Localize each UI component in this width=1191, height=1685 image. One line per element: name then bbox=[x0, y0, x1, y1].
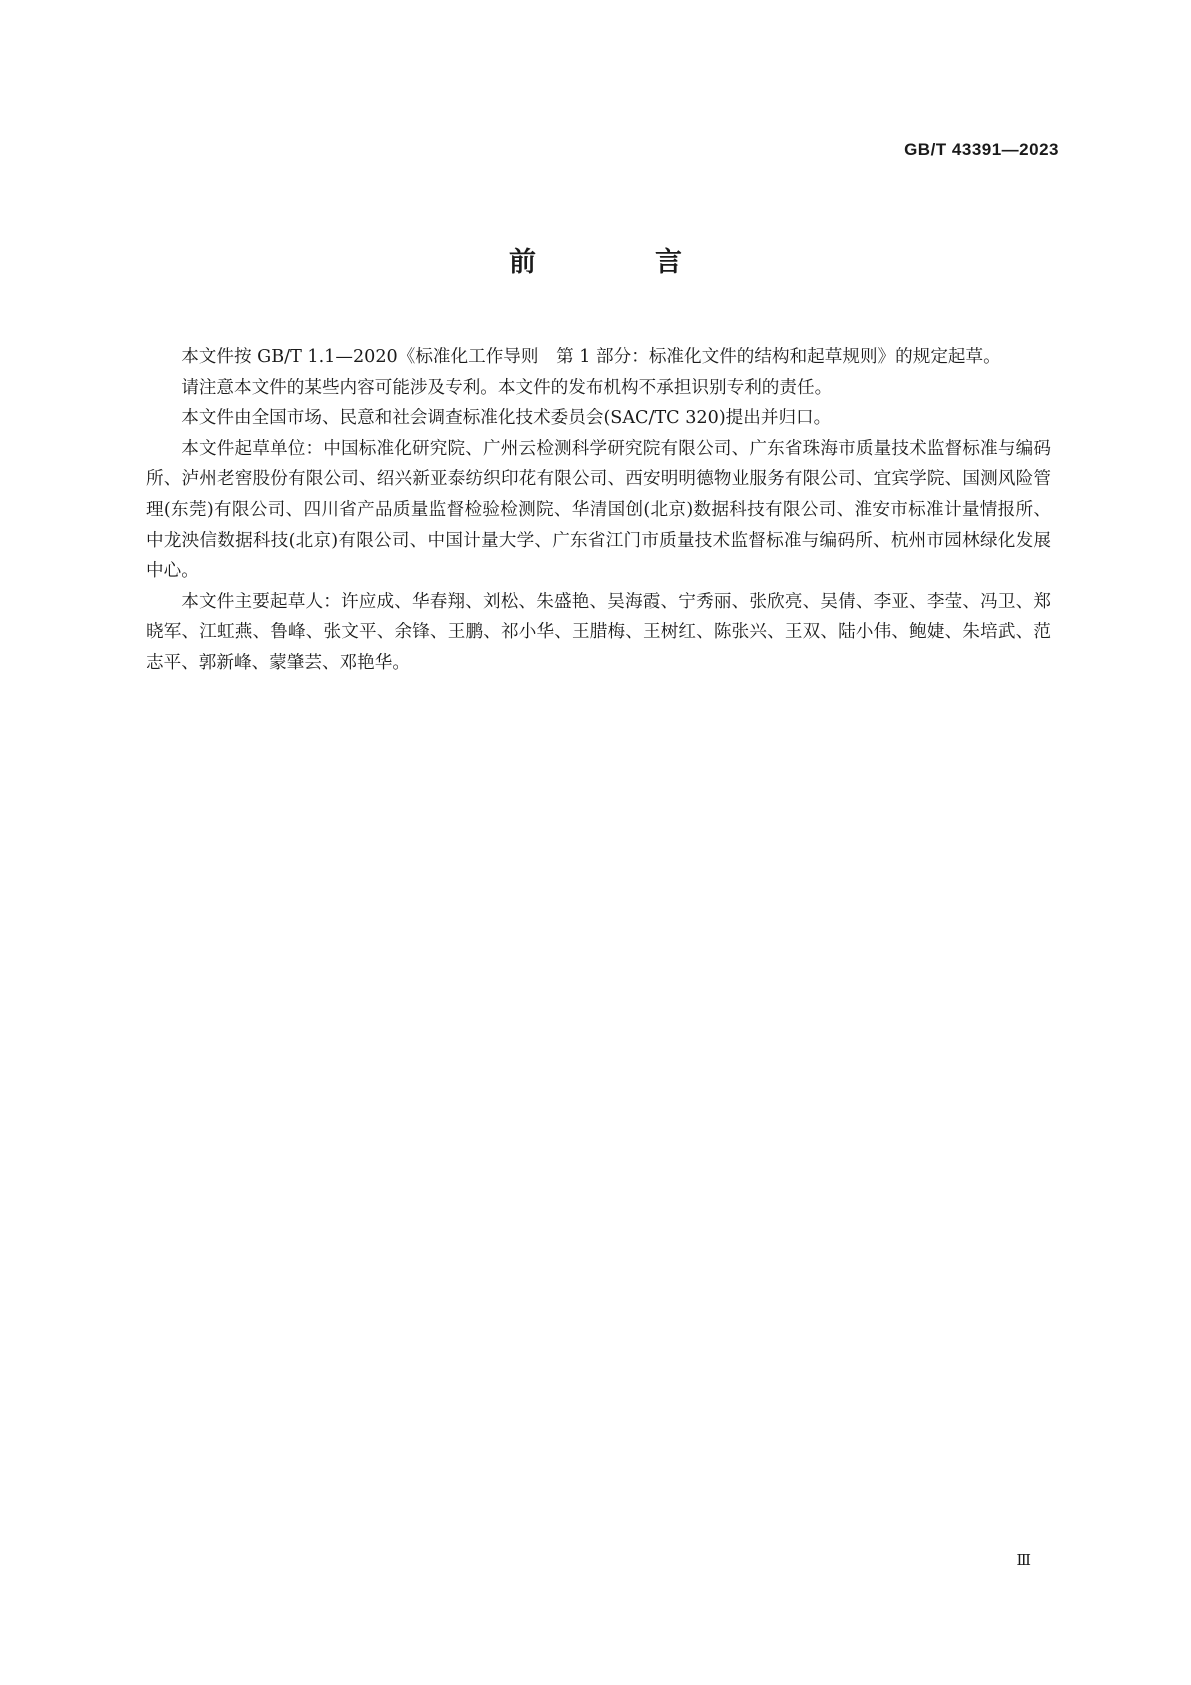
paragraph-drafters: 本文件主要起草人：许应成、华春翔、刘松、朱盛艳、吴海霞、宁秀丽、张欣亮、吴倩、李亚、李莹、冯卫、郑晓军、江虹燕、鲁峰、张文平、余锋、王鹏、祁小华、王腊梅、王树红、陈张兴、王双、陆小伟、鲍婕、朱培武、范志平、郭新峰、蒙肇芸、邓艳华。 bbox=[146, 591, 1051, 673]
paragraph-patent-notice: 请注意本文件的某些内容可能涉及专利。本文件的发布机构不承担识别专利的责任。 bbox=[181, 377, 833, 398]
standard-number: GB/T 43391—2023 bbox=[904, 140, 1059, 159]
paragraph-drafting-rules: 本文件按 GB/T 1.1—2020《标准化工作导则 第 1 部分：标准化文件的结构和起草规则》的规定起草。 bbox=[181, 347, 1001, 367]
paragraph-drafting-units: 本文件起草单位：中国标准化研究院、广州云检测科学研究院有限公司、广东省珠海市质量技术监督标准与编码所、泸州老窖股份有限公司、绍兴新亚泰纺织印花有限公司、西安明明德物业服务有限公司、宜宾学院、国测风险管理(东莞)有限公司、四川省产品质量监督检验检测院、华清国创(北京)数据科技有限公司、淮安市标准计量情报所、中龙泱信数据科技(北京)有限公司、中国计量大学、广东省江门市质量技术监督标准与编码所、杭州市园林绿化发展中心。 bbox=[146, 438, 1051, 582]
foreword-body bbox=[146, 342, 1051, 679]
page-number: Ⅲ bbox=[1016, 1551, 1031, 1569]
paragraph-proposer: 本文件由全国市场、民意和社会调查标准化技术委员会(SAC/TC 320)提出并归口。 bbox=[181, 408, 832, 429]
section-title-foreword: 前 言 bbox=[509, 247, 728, 278]
